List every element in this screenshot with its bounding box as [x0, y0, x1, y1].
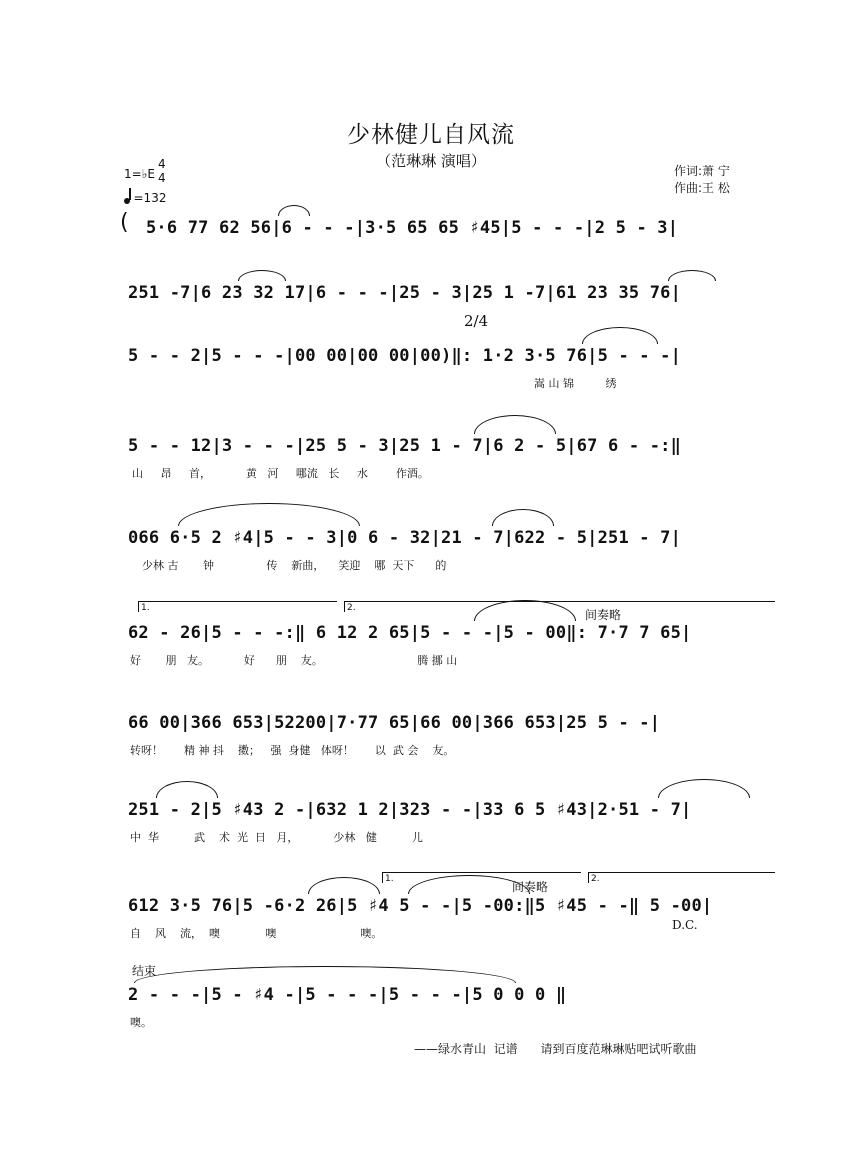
- row-lyrics: 嵩 山 锦 绣: [534, 377, 617, 390]
- staff-row-2: [128, 280, 774, 320]
- row-notes: 2 - - -|5 - ♯4 -|5 - - -|5 - - -|5 0 0 0 ‖: [128, 985, 567, 1005]
- intro-open-paren: (: [120, 210, 129, 235]
- row-lyrics: 转呀！ 精 神 抖 擞； 强 身健 体呀！ 以 武 会 友。: [130, 744, 455, 757]
- row-lyrics: 中 华 武 术 光 日 月， 少林 健 儿: [130, 831, 423, 844]
- staff-row-3: [128, 343, 774, 390]
- interlude-note-2: 间奏略: [512, 880, 549, 894]
- key-signature: 1=♭E: [124, 167, 155, 181]
- slur: [278, 205, 310, 216]
- slur: [308, 877, 380, 894]
- staff-row-5: [128, 525, 774, 572]
- volta-second-ending: 2.: [344, 601, 775, 612]
- slur: [582, 327, 658, 344]
- time-signature-bottom: 4: [158, 171, 166, 185]
- row-notes: 62 - 26|5 - - -:‖ 6 12 2 65|5 - - -|5 - 00‖: 7·7 7 65|: [128, 623, 692, 643]
- volta-first-ending: 1.: [138, 601, 337, 612]
- row-lyrics: 山 昂 首， 黄 河 哪流 长 水 作酒。: [132, 467, 429, 480]
- composer-credit: 作曲:王 松: [674, 181, 730, 195]
- credits: [674, 163, 730, 197]
- staff-row-9: [128, 893, 774, 940]
- row-notes: 612 3·5 76|5 -6·2 26|5 ♯4 5 - -|5 -00:‖5 ♯45 - -‖ 5 -00|: [128, 896, 713, 916]
- slur: [658, 779, 750, 798]
- staff-row-1: [128, 215, 774, 255]
- time-signature: [158, 157, 166, 185]
- row-lyrics: 少林 古 钟 传 新曲， 笑迎 哪 天下 的: [142, 559, 447, 572]
- volta-first-ending-2: 1.: [382, 872, 581, 883]
- tempo-value: =132: [133, 191, 167, 205]
- footer-note: ——绿水青山 记谱 请到百度范琳琳贴吧试听歌曲: [414, 1042, 697, 1056]
- row-notes: 5·6 77 62 56|6 - - -|3·5 65 65 ♯45|5 - - -|2 5 - 3|: [146, 218, 679, 238]
- slur: [668, 270, 716, 281]
- row-notes: 066 6·5 2 ♯4|5 - - 3|0 6 - 32|21 - 7|622 - 5|251 - 7|: [128, 528, 682, 548]
- time-signature-top: 4: [158, 157, 166, 171]
- row-notes: 5 - - 2|5 - - -|00 00|00 00|00)‖: 1·2 3·5 76|5 - - -|: [128, 346, 682, 366]
- row-lyrics: 好 朋 友。 好 朋 友。 腾 挪 山: [130, 654, 458, 667]
- ending-label: 结束: [132, 964, 157, 978]
- row-notes: 251 - 2|5 ♯43 2 -|632 1 2|323 - -|33 6 5 ♯43|2·51 - 7|: [128, 800, 692, 820]
- interlude-note: 间奏略: [585, 608, 622, 622]
- tempo-marking: [124, 190, 166, 205]
- row-notes: 5 - - 12|3 - - -|25 5 - 3|25 1 - 7|6 2 - 5|67 6 - -:‖: [128, 436, 682, 456]
- volta-second-ending-2: 2.: [588, 872, 775, 883]
- staff-row-10: [128, 982, 774, 1029]
- row-notes: 66 00|366 653|52200|7·77 65|66 00|366 653|25 5 - -|: [128, 713, 661, 733]
- performer-subtitle: （范琳琳 演唱）: [376, 152, 486, 170]
- row-lyrics: 噢。: [130, 1016, 152, 1029]
- lyricist-credit: 作词:萧 宁: [674, 164, 730, 178]
- da-capo: D.C.: [672, 918, 698, 932]
- slur: [238, 270, 286, 281]
- note-stem: [129, 188, 131, 200]
- row-notes: 251 -7|6 23 32 17|6 - - -|25 - 3|25 1 -7|61 23 35 76|: [128, 283, 682, 303]
- slur: [178, 503, 360, 526]
- staff-row-4: [128, 433, 774, 480]
- song-title: 少林健儿自风流: [347, 122, 515, 148]
- slur: [134, 966, 516, 983]
- row-lyrics: 自 风 流， 噢 噢 噢。: [130, 927, 383, 940]
- slur: [492, 509, 554, 526]
- slur: [474, 415, 556, 434]
- slur: [156, 781, 218, 798]
- staff-row-6: [128, 620, 774, 667]
- staff-row-8: [128, 797, 774, 844]
- meter-change: 2/4: [464, 312, 489, 330]
- staff-row-7: [128, 710, 774, 757]
